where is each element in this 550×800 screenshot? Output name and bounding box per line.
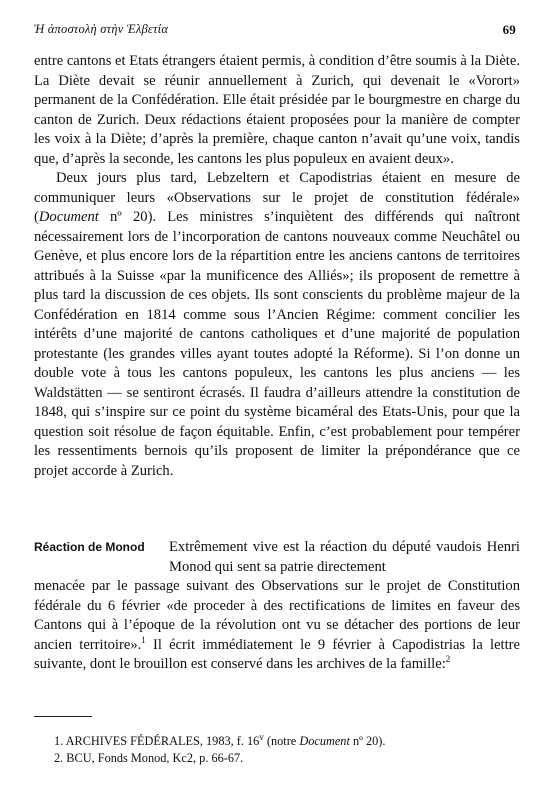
paragraph-2 [34, 169, 520, 481]
footnote-2: 2. BCU, Fonds Monod, Kc2, p. 66-67. [54, 751, 244, 765]
footnote-ref-1: 1 [141, 634, 146, 645]
footnote-rule [34, 716, 92, 717]
paragraph-2-part-b: nº 20). Les ministres s’inquiètent des différends qui naîtront nécessairement lors de l’incorporation de cantons nouveaux comme Neuchâtel ou Genève, et plus encore lors de la répartition entre les anciens cantons de territoires attribués à la Suisse «par la munificence des Alliés»; ils proposent de remettre à plus tard la discussion de ces objets. Ils sont conscients du problème majeur de la Confédération en 1814 comme sous l’Ancien Régime: comment concilier les intérêts d’une majorité de cantons catholiques et d’une majorité de population protestante (les grandes villes ayant toutes adopté la Réforme). Si l’on donne un double vote à tous les cantons populeux, les cantons les plus anciens — les Waldstätten — se sentiront écrasés. Il faudra d’ailleurs attendre la constitution de 1848, qui s’inspire sur ce point du système bicaméral des Etats-Unis, pour que la question soit résolue de façon équitable. Enfin, c’est probablement pour tempérer les ressentiments bernois qu’ils proposent de limiter la prépondérance que ce projet accorde à Zurich. [34, 209, 520, 479]
footnote-ref-2: 2 [445, 654, 451, 665]
footnote-1 [54, 733, 514, 750]
running-head [34, 22, 516, 38]
footnote-1-document: Document [299, 734, 350, 748]
document-ref: Document [38, 209, 99, 225]
paragraph-2-part-a: Deux jours plus tard, Lebzeltern et Capodistrias étaient en mesure de communiquer leurs «Observations sur le projet de constitution fédérale» ( [34, 170, 520, 225]
footnote-1-part-b: (notre [263, 734, 300, 748]
section-lead-lines: Extrêmement vive est la réaction du député vaudois Henri Monod qui sent sa patrie directement [169, 539, 520, 575]
section-reaction-monod [34, 538, 520, 675]
section-body-part-b: Il écrit immédiatement le 9 février à Capodistrias la lettre suivante, dont le brouillon est conservé dans les archives de la famille: [34, 636, 520, 672]
footnote-1-part-c: nº 20). [349, 734, 386, 748]
folio-verso-mark: v [259, 731, 264, 742]
section-body-part-a: menacée par le passage suivant des Observations sur le projet de Constitution fédérale du 6 février «de proceder à des rectifications de limites en faveur des Cantons qui à l’époque de la révolution ont vu se détacher des portions de leur ancien territoire». [34, 578, 520, 653]
running-title: Ἡ ἀποστολὴ στὴν Ἑλβετία [34, 22, 169, 36]
side-heading: Réaction de Monod [34, 540, 145, 554]
section-body [34, 577, 520, 675]
paragraph-1: entre cantons et Etats étrangers étaient permis, à condition d’être soumis à la Diète. La Diète devait se réunir annuellement à Zurich, qui devenait le «Vorort» permanent de la Confédération. Elle était présidée par le bourgmestre en charge du canton de Zurich. Deux rédactions étaient proposées pour la manière de compter les voix à la Diète; d’après la première, chaque canton n’avait qu’une voix, tandis que, d’après la seconde, les cantons les plus populeux en avaient deux». [34, 53, 520, 167]
page-number: 69 [502, 22, 516, 37]
footnote-1-part-a: 1. ARCHIVES FÉDÉRALES, 1983, f. 16 [54, 734, 260, 748]
footnotes [54, 733, 514, 767]
main-text [34, 52, 520, 481]
